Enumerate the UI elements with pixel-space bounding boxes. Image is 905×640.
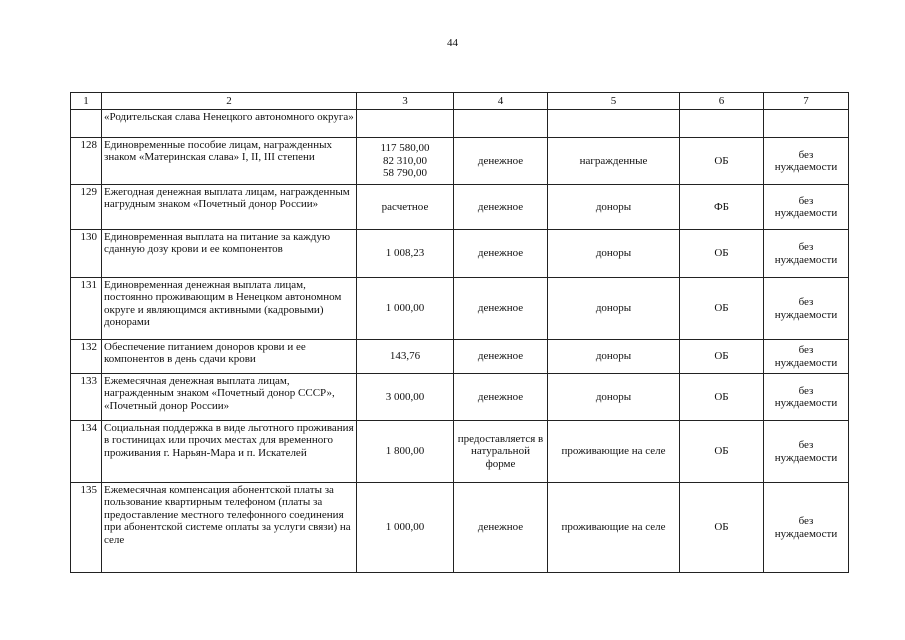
measure-name: Социальная поддержка в виде льготного проживания в гостиницах или прочих местах для временного проживания г. Нарьян-Мара и п. Искателей: [102, 421, 357, 483]
need-cell: без нуждаемости: [764, 340, 849, 374]
budget-cell: ОБ: [680, 230, 764, 278]
budget-cell: ОБ: [680, 421, 764, 483]
measure-name: Обеспечение питанием доноров крови и ее компонентов в день сдачи крови: [102, 340, 357, 374]
row-number: 131: [71, 278, 102, 340]
budget-cell: ОБ: [680, 138, 764, 185]
budget-cell: ФБ: [680, 185, 764, 230]
form-cell: денежное: [454, 230, 548, 278]
need-cell: без нуждаемости: [764, 421, 849, 483]
measure-name: Ежемесячная компенсация абонентской платы за пользование квартирным телефоном (платы за предоставление местного телефонного соединения при абонентской системе оплаты за услуги связи) на селе: [102, 483, 357, 573]
amount-cell: 3 000,00: [357, 374, 454, 421]
need-cell: без нуждаемости: [764, 185, 849, 230]
recipients-cell: доноры: [548, 185, 680, 230]
amount-cell: расчетное: [357, 185, 454, 230]
row-number: 129: [71, 185, 102, 230]
header-cell: 1: [71, 93, 102, 110]
amount-cell: [357, 138, 454, 185]
form-cell: денежное: [454, 278, 548, 340]
amount-value: 58 790,00: [383, 167, 427, 180]
table-row: [71, 483, 849, 573]
table-row: [71, 110, 849, 138]
recipients-cell: проживающие на селе: [548, 483, 680, 573]
header-cell: 6: [680, 93, 764, 110]
form-cell: денежное: [454, 374, 548, 421]
recipients-cell: доноры: [548, 278, 680, 340]
need-cell: без нуждаемости: [764, 483, 849, 573]
row-number: [71, 110, 102, 138]
amount-value: 117 580,00: [380, 142, 430, 155]
amount-cell: 1 800,00: [357, 421, 454, 483]
need-cell: без нуждаемости: [764, 374, 849, 421]
row-number: 132: [71, 340, 102, 374]
budget-cell: ОБ: [680, 278, 764, 340]
measure-name: Ежемесячная денежная выплата лицам, награжденным знаком «Почетный донор СССР», «Почетный донор России»: [102, 374, 357, 421]
row-number: 133: [71, 374, 102, 421]
measure-name: Ежегодная денежная выплата лицам, награжденным нагрудным знаком «Почетный донор России»: [102, 185, 357, 230]
amount-cell: 1 000,00: [357, 483, 454, 573]
benefits-table: [70, 92, 849, 573]
table-row: [71, 230, 849, 278]
table-row: [71, 340, 849, 374]
header-cell: 2: [102, 93, 357, 110]
amount-cell: 143,76: [357, 340, 454, 374]
table-row: [71, 374, 849, 421]
form-cell: предоставляется в натуральной форме: [454, 421, 548, 483]
measure-name: Единовременная выплата на питание за каждую сданную дозу крови и ее компонентов: [102, 230, 357, 278]
recipients-cell: доноры: [548, 340, 680, 374]
form-cell: денежное: [454, 483, 548, 573]
form-cell: денежное: [454, 185, 548, 230]
header-cell: 7: [764, 93, 849, 110]
table-row: [71, 138, 849, 185]
recipients-cell: проживающие на селе: [548, 421, 680, 483]
row-number: 134: [71, 421, 102, 483]
row-number: 130: [71, 230, 102, 278]
budget-cell: ОБ: [680, 340, 764, 374]
need-cell: без нуждаемости: [764, 138, 849, 185]
recipients-cell: доноры: [548, 230, 680, 278]
table-row: [71, 278, 849, 340]
need-cell: без нуждаемости: [764, 230, 849, 278]
amount-cell: 1 000,00: [357, 278, 454, 340]
need-cell: без нуждаемости: [764, 278, 849, 340]
measure-name: Единовременные пособие лицам, награжденных знаком «Материнская слава» I, II, III степени: [102, 138, 357, 185]
measure-name: «Родительская слава Ненецкого автономного округа»: [102, 110, 357, 138]
measure-name: Единовременная денежная выплата лицам, постоянно проживающим в Ненецком автономном округе и являющимся активными (кадровыми) донорами: [102, 278, 357, 340]
header-cell: 5: [548, 93, 680, 110]
budget-cell: ОБ: [680, 374, 764, 421]
table-header-row: [71, 93, 849, 110]
page-number: 44: [447, 37, 458, 49]
budget-cell: ОБ: [680, 483, 764, 573]
header-cell: 4: [454, 93, 548, 110]
amount-value: 82 310,00: [383, 154, 427, 167]
form-cell: денежное: [454, 340, 548, 374]
form-cell: денежное: [454, 138, 548, 185]
row-number: 135: [71, 483, 102, 573]
row-number: 128: [71, 138, 102, 185]
table-row: [71, 185, 849, 230]
amount-cell: 1 008,23: [357, 230, 454, 278]
header-cell: 3: [357, 93, 454, 110]
table-row: [71, 421, 849, 483]
recipients-cell: награжденные: [548, 138, 680, 185]
recipients-cell: доноры: [548, 374, 680, 421]
